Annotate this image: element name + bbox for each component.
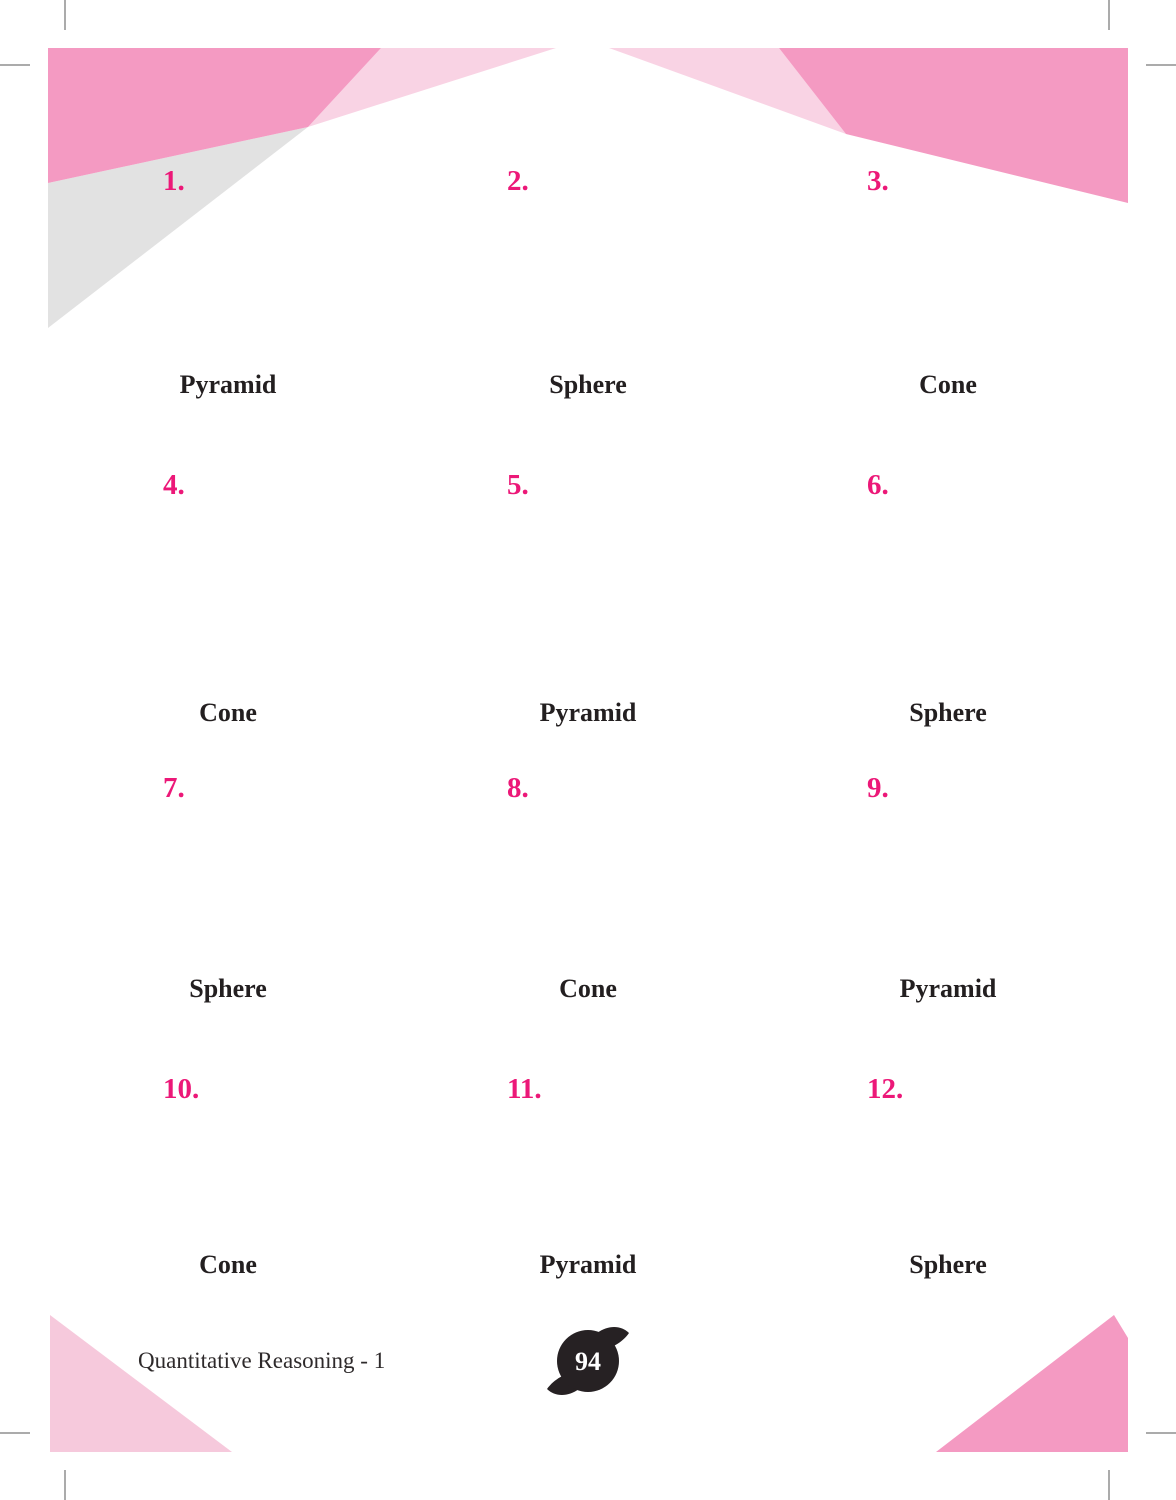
shape-name-label: Cone xyxy=(199,697,257,727)
crop-mark xyxy=(1146,64,1176,66)
question-number: 8. xyxy=(507,772,529,804)
shape-name-label: Pyramid xyxy=(539,1249,637,1279)
page-number: 94 xyxy=(575,1347,601,1376)
question-number: 7. xyxy=(163,772,185,804)
question-number: 2. xyxy=(507,165,529,197)
question-number: 1. xyxy=(163,165,185,197)
question-cell xyxy=(48,471,408,729)
crop-mark xyxy=(1108,1470,1110,1500)
shape-name-label: Cone xyxy=(199,1249,257,1279)
question-cell xyxy=(408,774,768,1005)
bottom-right-pink-triangle xyxy=(936,1315,1128,1452)
shape-name-label: Cone xyxy=(919,369,977,399)
crop-mark xyxy=(0,64,30,66)
question-cell xyxy=(408,471,768,729)
question-number: 6. xyxy=(867,469,889,501)
shape-name-label: Sphere xyxy=(909,697,987,727)
bottom-left-pink-triangle xyxy=(50,1315,232,1452)
question-number: 10. xyxy=(163,1073,200,1105)
crop-mark xyxy=(1108,0,1110,30)
shape-name-label: Cone xyxy=(559,973,617,1003)
question-cell xyxy=(408,167,768,401)
question-number: 11. xyxy=(507,1073,542,1105)
question-number: 5. xyxy=(507,469,529,501)
shape-name-label: Pyramid xyxy=(899,973,997,1003)
shape-name-label: Pyramid xyxy=(539,697,637,727)
question-number: 4. xyxy=(163,469,185,501)
page-number-badge xyxy=(547,1327,629,1395)
question-number: 12. xyxy=(867,1073,904,1105)
question-cell xyxy=(408,1075,768,1281)
question-cell xyxy=(768,167,1128,401)
shape-name-label: Pyramid xyxy=(179,369,277,399)
shape-name-label: Sphere xyxy=(549,369,627,399)
crop-mark xyxy=(64,0,66,30)
question-cell xyxy=(48,774,408,1005)
series-title: Quantitative Reasoning - 1 xyxy=(138,1348,386,1373)
shape-name-label: Sphere xyxy=(909,1249,987,1279)
question-cell xyxy=(768,471,1128,729)
crop-mark xyxy=(64,1470,66,1500)
crop-mark xyxy=(1146,1432,1176,1434)
crop-mark xyxy=(0,1432,30,1434)
question-cell xyxy=(768,774,1128,1005)
question-cell xyxy=(48,167,408,401)
question-number: 9. xyxy=(867,772,889,804)
shape-name-label: Sphere xyxy=(189,973,267,1003)
question-cell xyxy=(48,1075,408,1281)
question-number: 3. xyxy=(867,165,889,197)
question-cell xyxy=(768,1075,1128,1281)
